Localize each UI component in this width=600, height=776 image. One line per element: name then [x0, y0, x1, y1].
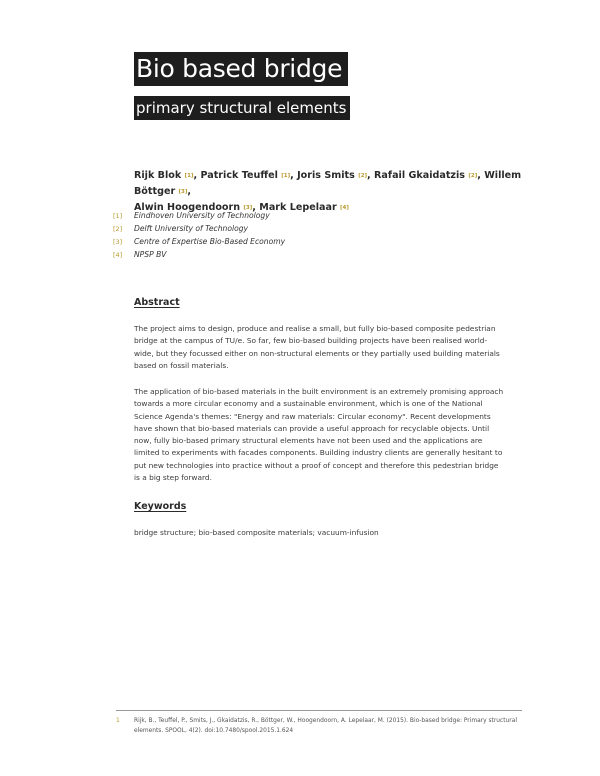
author-separator: ,	[290, 170, 298, 181]
author-affil-marker: [4]	[340, 205, 349, 211]
author-affil-marker: [2]	[358, 173, 368, 179]
affiliation-row	[113, 222, 285, 235]
author-separator: ,	[367, 170, 375, 181]
author-affil-marker: [1]	[184, 173, 194, 179]
affiliation-text: Centre of Expertise Bio-Based Economy	[134, 237, 286, 246]
keywords-text: bridge structure; bio-based composite materials; vacuum-infusion	[134, 528, 379, 537]
author-name: Rafail Gkaidatzis	[374, 170, 466, 181]
affiliation-row	[113, 248, 285, 261]
author-name: Willem Böttger	[134, 170, 522, 197]
affiliation-list	[113, 209, 285, 261]
author-separator: ,	[187, 186, 192, 197]
author-name: Rijk Blok	[134, 170, 182, 181]
title-block	[134, 52, 350, 120]
affiliation-text: Delft University of Technology	[134, 224, 249, 233]
author-name: Mark Lepelaar	[259, 202, 337, 213]
footnote-text: Rijk, B., Teuffel, P., Smits, J., Gkaidatzis, R., Böttger, W., Hoogendoorn, A. Lepelaar, M. (2015). Bio-based bridge: Primary structural elements. SPOOL, 4(2). doi:10.7480/spool.2015.1.624	[134, 718, 517, 734]
author-name: Alwin Hoogendoorn	[134, 202, 241, 213]
author-affil-marker: [3]	[178, 189, 188, 195]
abstract-paragraph-1: The project aims to design, produce and realise a small, but fully bio-based composite pedestrian bridge at the campus of TU/e. So far, few bio-based building projects have been realised world-wide, but they focussed either on non-structural elements or they partially used building materials based on fossil materials.	[134, 324, 500, 370]
affiliation-number: [1]	[113, 212, 123, 220]
abstract-paragraph-2: The application of bio-based materials in the built environment is an extremely promising approach towards a more circular economy and a sustainable environment, which is one of the National Science Agenda's themes: "Energy and raw materials: Circular economy". Recent developments have shown that bio-based materials can provide a useful approach for recyclable objects. Until now, fully bio-based primary structural elements have not been used and the applications are limited to experiments with facades components. Building industry clients are generally hesitant to put new technologies into practice without a proof of concept and therefore this pedestrian bridge is a big step forward.	[134, 387, 504, 483]
affiliation-text: NPSP BV	[134, 250, 167, 259]
affiliation-row	[113, 235, 285, 248]
footnote-divider	[116, 710, 522, 711]
affiliation-number: [2]	[113, 225, 123, 233]
affiliation-text: Eindhoven University of Technology	[134, 211, 270, 220]
paper-subtitle: primary structural elements	[134, 96, 350, 120]
author-separator: ,	[477, 170, 485, 181]
author-separator: ,	[193, 170, 201, 181]
author-affil-marker: [1]	[281, 173, 291, 179]
author-affil-marker: [3]	[243, 205, 253, 211]
paper-title: Bio based bridge	[134, 52, 348, 86]
affiliation-row	[113, 209, 285, 222]
author-name: Patrick Teuffel	[200, 170, 278, 181]
keywords-heading: Keywords	[134, 501, 187, 512]
abstract-heading: Abstract	[134, 297, 180, 308]
author-separator: ,	[252, 202, 260, 213]
affiliation-number: [4]	[113, 251, 123, 259]
affiliation-number: [3]	[113, 238, 123, 246]
footnote-number: 1	[116, 718, 120, 724]
footnote	[116, 716, 522, 736]
author-name: Joris Smits	[297, 170, 355, 181]
author-affil-marker: [2]	[468, 173, 478, 179]
